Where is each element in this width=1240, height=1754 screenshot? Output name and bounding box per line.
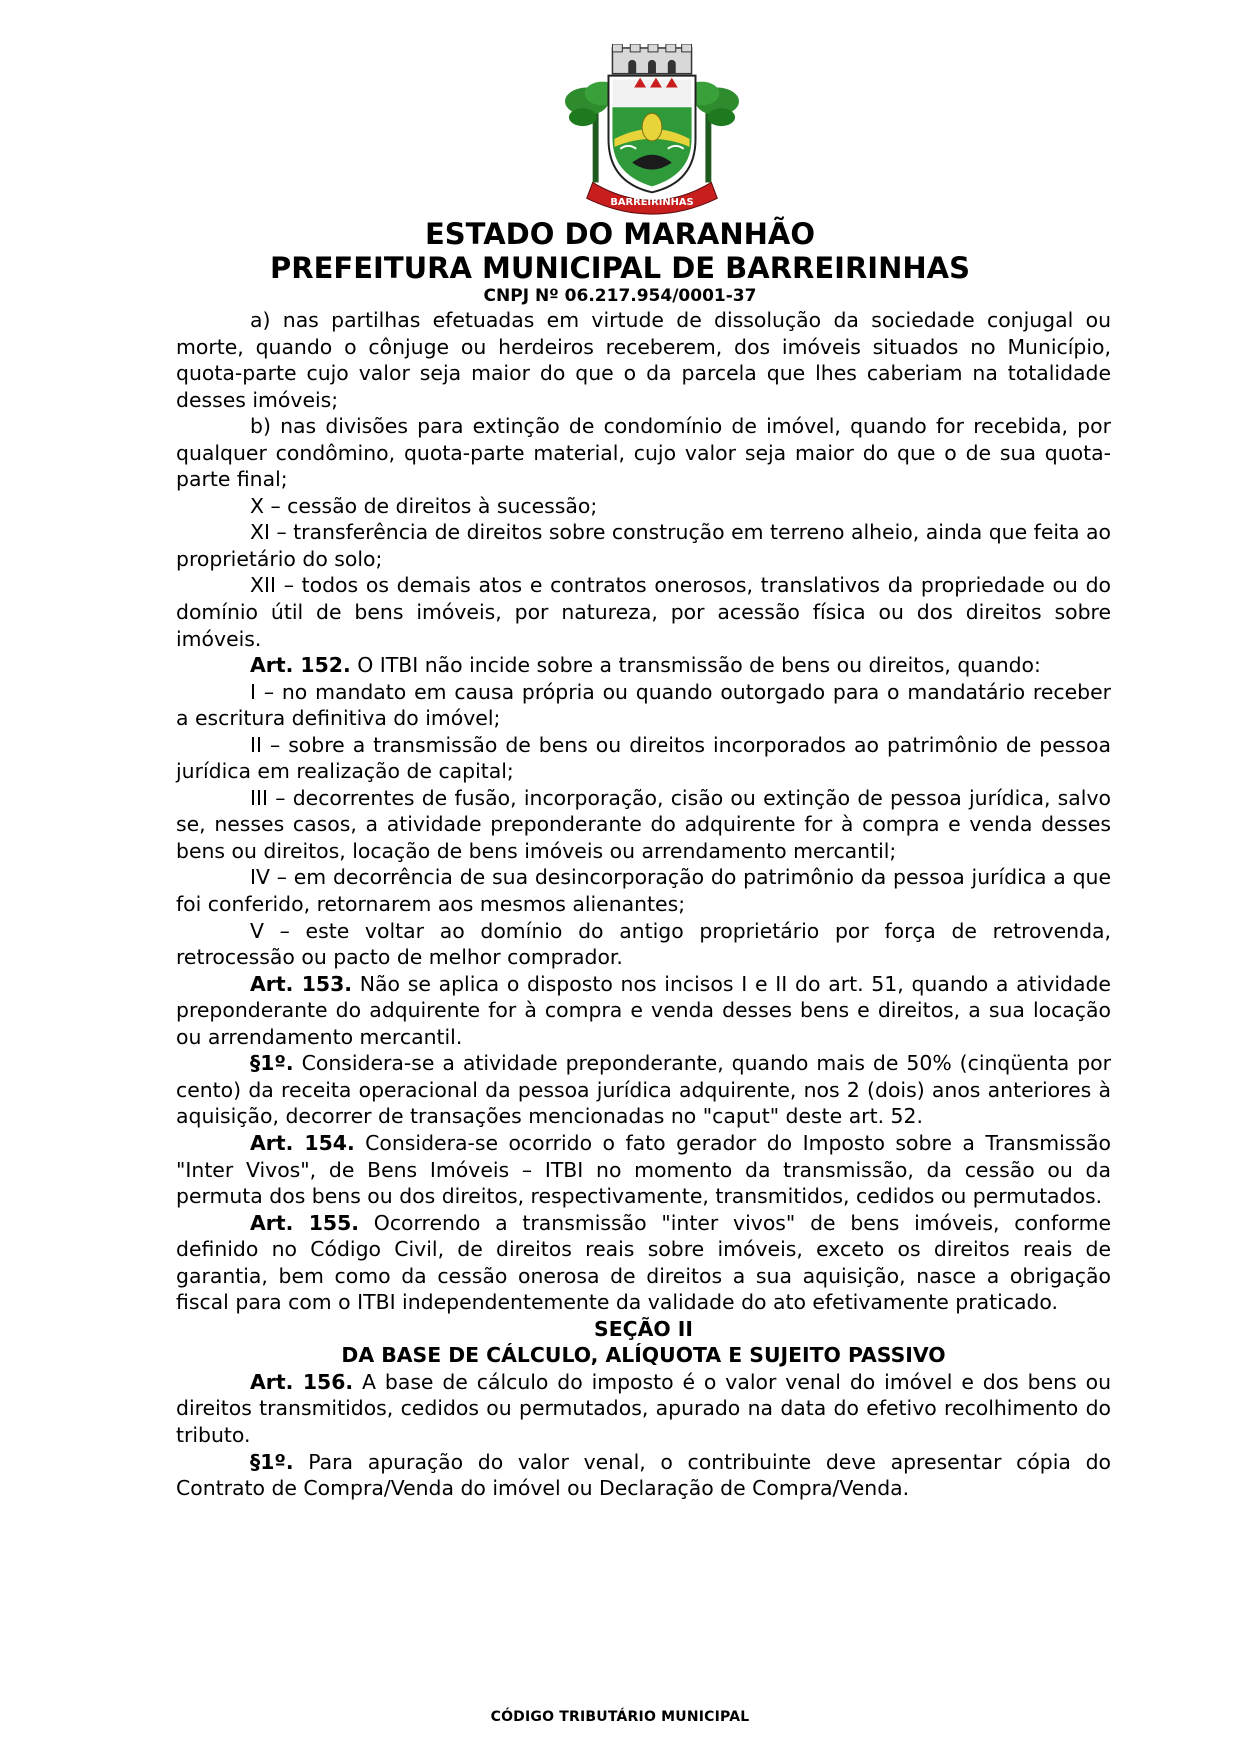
paragraph: a) nas partilhas efetuadas em virtude de dissolução da sociedade conjugal ou morte, quando o cônjuge ou herdeiros receberem, dos imóveis situados no Município, quota-parte cujo valor seja maior do que o da parcela que lhes caberiam na totalidade desses imóveis;	[176, 308, 1111, 412]
crest-ribbon-text: BARREIRINHAS	[610, 197, 694, 209]
city-hall-title: PREFEITURA MUNICIPAL DE BARREIRINHAS	[270, 251, 970, 285]
paragraph: XII – todos os demais atos e contratos onerosos, translativos da propriedade ou do domínio útil de bens imóveis, por natureza, por acessão física ou dos direitos sobre imóveis.	[176, 573, 1111, 651]
article-156: Art. 156. A base de cálculo do imposto é o valor venal do imóvel e dos bens ou direitos transmitidos, cedidos ou permutados, apurado na data do efetivo recolhimento do tributo.	[176, 1369, 1111, 1447]
paragraph-section-1: §1º. Para apuração do valor venal, o contribuinte deve apresentar cópia do Contrato de Compra/Venda do imóvel ou Declaração de Compra/Venda.	[176, 1449, 1111, 1501]
paragraph: XI – transferência de direitos sobre construção em terreno alheio, ainda que feita ao proprietário do solo;	[176, 520, 1111, 571]
document-body	[176, 307, 1111, 1502]
article-153: Art. 153. Não se aplica o disposto nos incisos I e II do art. 51, quando a atividade preponderante do adquirente for à compra e venda desses bens e direitos, a sua locação ou arrendamento mercantil.	[176, 971, 1111, 1049]
paragraph-section-1: §1º. Considera-se a atividade preponderante, quando mais de 50% (cinqüenta por cento) da receita operacional da pessoa jurídica adquirente, nos 2 (dois) anos anteriores à aquisição, decorrer de transações mencionadas no "caput" deste art. 52.	[176, 1051, 1111, 1129]
paragraph: III – decorrentes de fusão, incorporação, cisão ou extinção de pessoa jurídica, salvo se, nesses casos, a atividade preponderante do adquirente for à compra e venda desses bens ou direitos, locação de bens imóveis ou arrendamento mercantil;	[176, 785, 1111, 863]
paragraph: IV – em decorrência de sua desincorporação do patrimônio da pessoa jurídica a que foi conferido, retornarem aos mesmos alienantes;	[176, 865, 1111, 917]
mural-crown	[612, 44, 691, 74]
page-footer: CÓDIGO TRIBUTÁRIO MUNICIPAL	[490, 1709, 750, 1725]
article-154: Art. 154. Considera-se ocorrido o fato gerador do Imposto sobre a Transmissão "Inter Vivos", de Bens Imóveis – ITBI no momento da transmissão, da cessão ou da permuta dos bens ou dos direitos, respectivamente, transmitidos, cedidos ou permutados.	[176, 1130, 1111, 1209]
shield	[608, 76, 695, 193]
paragraph: II – sobre a transmissão de bens ou direitos incorporados ao patrimônio de pessoa jurídica em realização de capital;	[176, 732, 1111, 784]
state-title: ESTADO DO MARANHÃO	[424, 217, 816, 251]
section-title: DA BASE DE CÁLCULO, ALÍQUOTA E SUJEITO PASSIVO	[341, 1343, 946, 1368]
paragraph: b) nas divisões para extinção de condomínio de imóvel, quando for recebida, por qualquer condômino, quota-parte material, cujo valor seja maior do que o de sua quota-parte final;	[176, 414, 1111, 492]
section-number: SEÇÃO II	[594, 1316, 693, 1341]
article-155: Art. 155. Ocorrendo a transmissão "inter vivos" de bens imóveis, conforme definido no Código Civil, de direitos reais sobre imóveis, exceto os direitos reais de garantia, bem como da cessão onerosa de direitos a sua aquisição, nasce a obrigação fiscal para com o ITBI independentemente da validade do ato efetivamente praticado.	[176, 1210, 1111, 1315]
paragraph: V – este voltar ao domínio do antigo proprietário por força de retrovenda, retrocessão ou pacto de melhor comprador.	[176, 918, 1111, 970]
municipal-crest-logo	[563, 44, 741, 222]
paragraph: I – no mandato em causa própria ou quando outorgado para o mandatário receber a escritura definitiva do imóvel;	[176, 679, 1111, 731]
cnpj-line: CNPJ Nº 06.217.954/0001-37	[483, 286, 757, 306]
article-152: Art. 152. O ITBI não incide sobre a transmissão de bens ou direitos, quando:	[250, 653, 1041, 678]
paragraph: X – cessão de direitos à sucessão;	[250, 493, 598, 518]
